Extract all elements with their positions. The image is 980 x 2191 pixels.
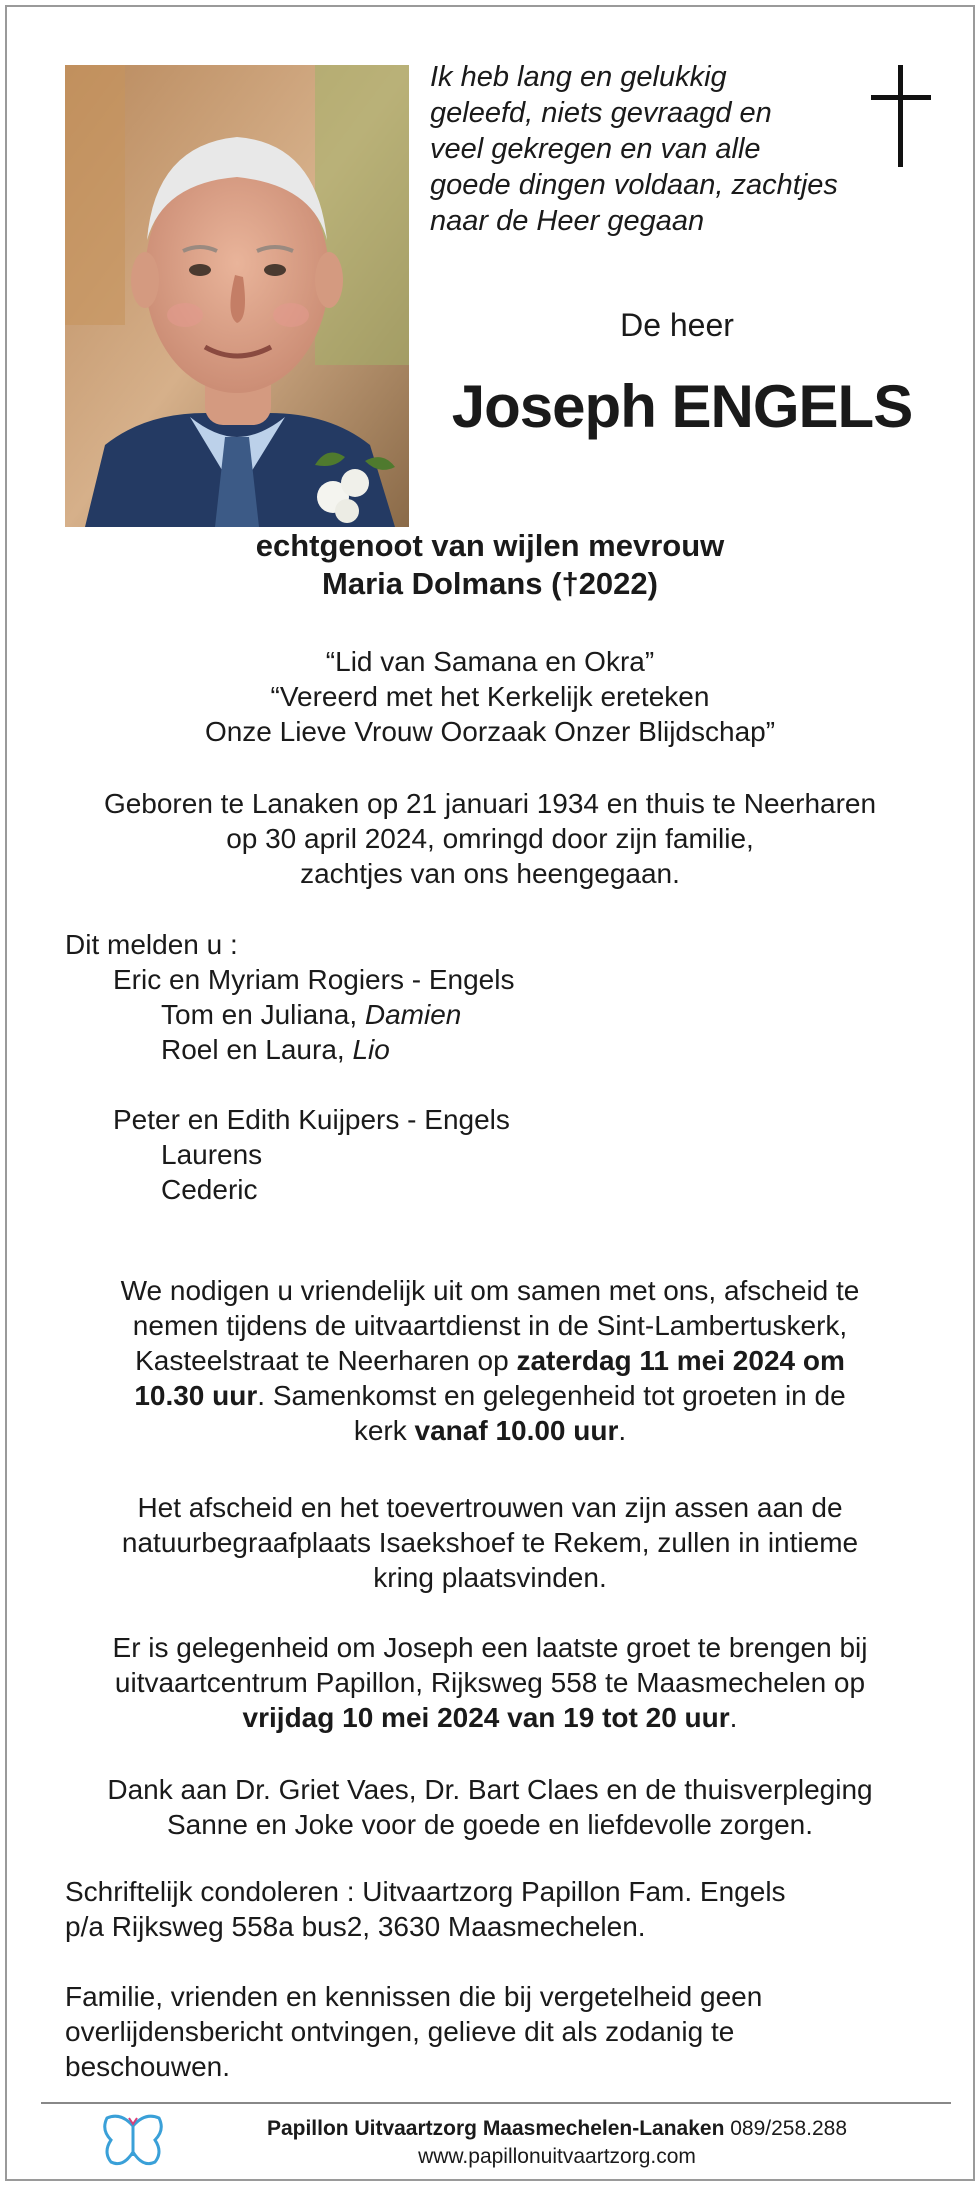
honors-line: “Lid van Samana en Okra” xyxy=(325,646,655,677)
notice-line: beschouwen. xyxy=(65,2051,231,2082)
child-couple: Roel en Laura, xyxy=(161,1034,353,1065)
birth-death-line: zachtjes van ons heengegaan. xyxy=(300,858,680,889)
portrait-photo xyxy=(65,65,409,527)
poem-line: goede dingen voldaan, zachtjes xyxy=(430,169,838,201)
butterfly-logo-icon xyxy=(101,2112,165,2170)
family-child: Cederic xyxy=(161,1174,258,1205)
visitation-date: vrijdag 10 mei 2024 van 19 tot 20 uur xyxy=(242,1702,730,1733)
family-child xyxy=(65,1032,514,1067)
birth-death-line: Geboren te Lanaken op 21 januari 1934 en thuis te Neerharen xyxy=(103,788,877,819)
thanks-line: Sanne en Joke voor de goede en liefdevolle zorgen. xyxy=(166,1809,814,1840)
burial-line: natuurbegraafplaats Isaekshoef te Rekem, zullen in intieme xyxy=(121,1527,859,1558)
footer-divider xyxy=(41,2102,951,2104)
visitation-line xyxy=(7,1700,973,1735)
funeral-text: kerk xyxy=(353,1415,415,1446)
visitation-info xyxy=(7,1630,973,1735)
condolences-line: Schriftelijk condoleren : Uitvaartzorg Papillon Fam. Engels xyxy=(65,1876,786,1907)
burial-line: kring plaatsvinden. xyxy=(373,1562,607,1593)
funeral-line: nemen tijdens de uitvaartdienst in de Sint-Lambertuskerk, xyxy=(132,1310,848,1341)
thanks xyxy=(7,1772,973,1842)
firm-phone: 089/258.288 xyxy=(724,2117,848,2140)
funeral-line xyxy=(7,1413,973,1448)
spouse-info xyxy=(7,527,973,603)
visitation-text: . xyxy=(729,1702,738,1733)
birth-death-info xyxy=(7,786,973,891)
funeral-text: Kasteelstraat te Neerharen op xyxy=(135,1345,517,1376)
poem-line: Ik heb lang en gelukkig xyxy=(430,61,727,93)
birth-death-line: op 30 april 2024, omringd door zijn familie, xyxy=(226,823,754,854)
visitation-line: uitvaartcentrum Papillon, Rijksweg 558 te Maasmechelen op xyxy=(114,1667,866,1698)
firm-name: Papillon Uitvaartzorg Maasmechelen-Lanaken xyxy=(266,2117,725,2140)
family-parents: Peter en Edith Kuijpers - Engels xyxy=(113,1104,510,1135)
child-couple: Tom en Juliana, xyxy=(161,999,365,1030)
salutation: De heer xyxy=(620,307,734,343)
family-child xyxy=(65,997,514,1032)
greeting-time: vanaf 10.00 uur xyxy=(414,1415,619,1446)
family-child: Laurens xyxy=(161,1139,263,1170)
funeral-line: We nodigen u vriendelijk uit om samen met ons, afscheid te xyxy=(120,1275,860,1306)
condolences-line: p/a Rijksweg 558a bus2, 3630 Maasmechelen. xyxy=(65,1911,646,1942)
grandchild: Damien xyxy=(364,999,462,1030)
firm-website[interactable]: www.papillonuitvaartzorg.com xyxy=(418,2145,696,2168)
funeral-line xyxy=(7,1343,973,1378)
announcers xyxy=(65,927,514,1207)
family-parents: Eric en Myriam Rogiers - Engels xyxy=(113,964,515,995)
footer xyxy=(187,2115,927,2171)
notice-line: overlijdensbericht ontvingen, gelieve dit als zodanig te xyxy=(65,2016,735,2047)
funeral-date: zaterdag 11 mei 2024 om xyxy=(516,1345,845,1376)
funeral-time: 10.30 uur xyxy=(134,1380,258,1411)
spouse-line: Maria Dolmans (†2022) xyxy=(322,566,658,601)
spouse-line: echtgenoot van wijlen mevrouw xyxy=(255,528,725,563)
visitation-line: Er is gelegenheid om Joseph een laatste groet te brengen bij xyxy=(112,1632,868,1663)
cross-icon xyxy=(871,65,931,167)
funeral-text: . Samenkomst en gelegenheid tot groeten in de xyxy=(257,1380,846,1411)
funeral-line xyxy=(7,1378,973,1413)
grandchild: Lio xyxy=(352,1034,390,1065)
burial-line: Het afscheid en het toevertrouwen van zijn assen aan de xyxy=(137,1492,843,1523)
portrait-illustration xyxy=(65,65,409,527)
burial-info xyxy=(7,1490,973,1595)
footer-firm-line xyxy=(187,2115,927,2143)
condolences xyxy=(65,1874,925,1944)
announcers-intro: Dit melden u : xyxy=(65,929,238,960)
honors-line: “Vereerd met het Kerkelijk ereteken xyxy=(270,681,710,712)
poem-line: veel gekregen en van alle xyxy=(430,133,761,165)
honors-line: Onze Lieve Vrouw Oorzaak Onzer Blijdschap” xyxy=(204,716,776,747)
notice xyxy=(65,1979,925,2084)
notice-line: Familie, vrienden en kennissen die bij vergetelheid geen xyxy=(65,1981,763,2012)
deceased-name: Joseph ENGELS xyxy=(451,373,913,440)
poem xyxy=(430,59,870,239)
honors xyxy=(7,644,973,749)
funeral-text: . xyxy=(618,1415,627,1446)
funeral-info xyxy=(7,1273,973,1448)
thanks-line: Dank aan Dr. Griet Vaes, Dr. Bart Claes en de thuisverpleging xyxy=(107,1774,873,1805)
obituary-card xyxy=(5,5,975,2181)
poem-line: naar de Heer gegaan xyxy=(430,205,705,237)
poem-line: geleefd, niets gevraagd en xyxy=(430,97,772,129)
